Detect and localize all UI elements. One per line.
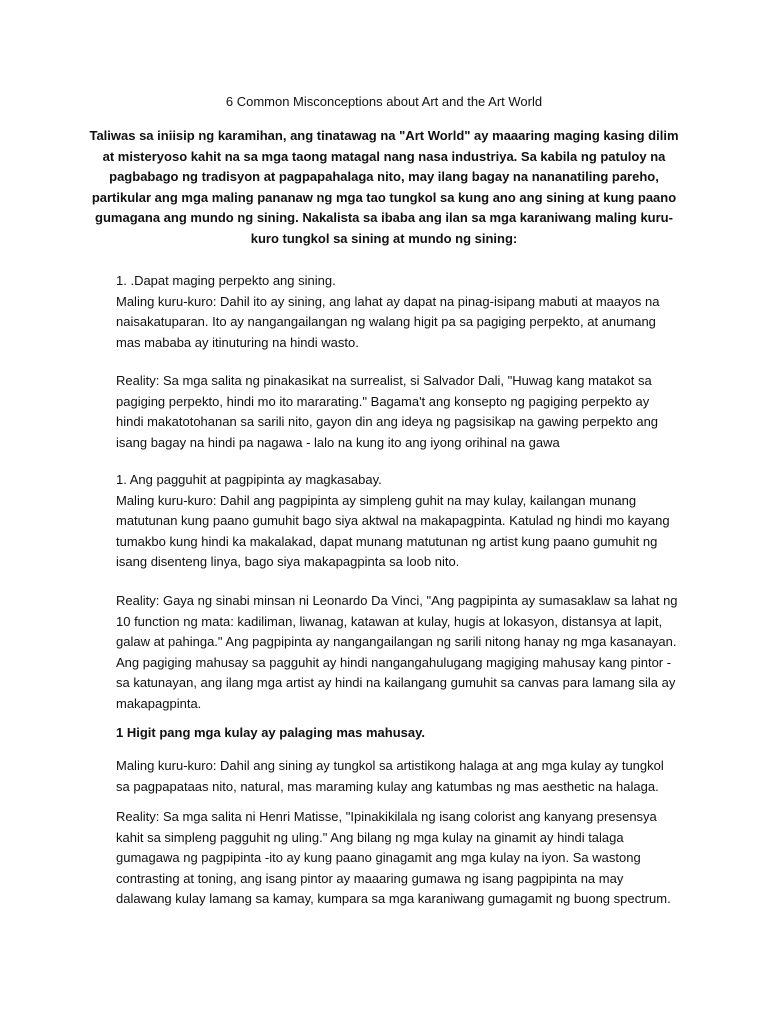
section-2-reality	[116, 591, 680, 714]
section-heading: 1 Higit pang mga kulay ay palaging mas mahusay.	[116, 725, 425, 740]
document-title: 6 Common Misconceptions about Art and the Art World	[225, 94, 543, 109]
section-3	[116, 723, 680, 744]
section-3-reality	[116, 807, 680, 910]
section-2	[116, 470, 680, 573]
section-misconception: Maling kuru-kuro: Dahil ang sining ay tungkol sa artistikong halaga at ang mga kulay ay tungkol sa pagpapataas nito, natural, mas maraming kulay ang katumbas ng mas aesthetic na halaga.	[116, 758, 664, 794]
section-misconception: Maling kuru-kuro: Dahil ang pagpipinta ay simpleng guhit na may kulay, kailangan munang matutunan kung paano gumuhit bago siya aktwal na makapagpinta. Katulad ng hindi mo kayang tumakbo kung hindi ka makalakad, dapat munang matutunan ng artist kung paano gumuhit ng isang disenteng linya, bago siya makapagpinta sa loob nito.	[116, 492, 670, 569]
section-reality: Reality: Sa mga salita ni Henri Matisse, "Ipinakikilala ng isang colorist ang kanyang presensya kahit sa simpleng pagguhit ng uling." Ang bilang ng mga kulay na ginamit ay hindi talaga gumagawa ng pagpipinta -ito ay kung paano ginagamit ang mga kulay na iyon. Sa wastong contrasting at toning, ang isang pintor ay maaaring gumawa ng isang pagpipinta na may dalawang kulay lamang sa kamay, kumpara sa mga karaniwang gumagamit ng buong spectrum.	[116, 809, 671, 906]
section-heading: 1. .Dapat maging perpekto ang sining.	[116, 273, 336, 288]
section-reality: Reality: Gaya ng sinabi minsan ni Leonardo Da Vinci, "Ang pagpipinta ay sumasaklaw sa lahat ng 10 function ng mata: kadiliman, liwanag, katawan at kulay, hugis at lokasyon, distansya at lapit, galaw at pahinga." Ang pagpipinta ay nangangailangan ng sarili nitong hanay ng mga kasanayan. Ang pagiging mahusay sa pagguhit ay hindi nangangahulugang magiging mahusay kang pintor - sa katunayan, ang ilang mga artist ay hindi na kailangang gumuhit sa canvas para lamang sila ay makapagpinta.	[116, 593, 678, 711]
section-misconception: Maling kuru-kuro: Dahil ito ay sining, ang lahat ay dapat na pinag-isipang mabuti at maayos na naisakatuparan. Ito ay nangangailangan ng walang higit pa sa pagiging perpekto, at anumang mas mababa ay itinuturing na hindi wasto.	[116, 293, 660, 350]
intro-paragraph: Taliwas sa iniisip ng karamihan, ang tinatawag na "Art World" ay maaaring maging kasing dilim at misteryoso kahit na sa mga taong matagal nang nasa industriya. Sa kabila ng patuloy na pagbabago ng tradisyon at pagpapahalaga nito, may ilang bagay na nananatiling pareho, partikular ang mga maling pananaw ng mga tao tungkol sa kung ano ang sining at kung paano gumagana ang mundo ng sining. Nakalista sa ibaba ang ilan sa mga karaniwang maling kuru-kuro tungkol sa sining at mundo ng sining:	[89, 128, 679, 246]
section-heading: 1. Ang pagguhit at pagpipinta ay magkasabay.	[116, 472, 382, 487]
section-1	[116, 271, 680, 353]
section-1-reality	[116, 371, 680, 453]
section-reality: Reality: Sa mga salita ng pinakasikat na surrealist, si Salvador Dali, "Huwag kang matakot sa pagiging perpekto, hindi mo ito mararating." Bagama't ang konsepto ng pagiging perpekto ay hindi makatotohanan sa sarili nito, gayon din ang ideya ng pagsisikap na gawing perpekto ang isang bagay na hindi pa nagawa - lalo na kung ito ang iyong orihinal na gawa	[116, 373, 659, 450]
section-3-misconception	[116, 756, 680, 797]
